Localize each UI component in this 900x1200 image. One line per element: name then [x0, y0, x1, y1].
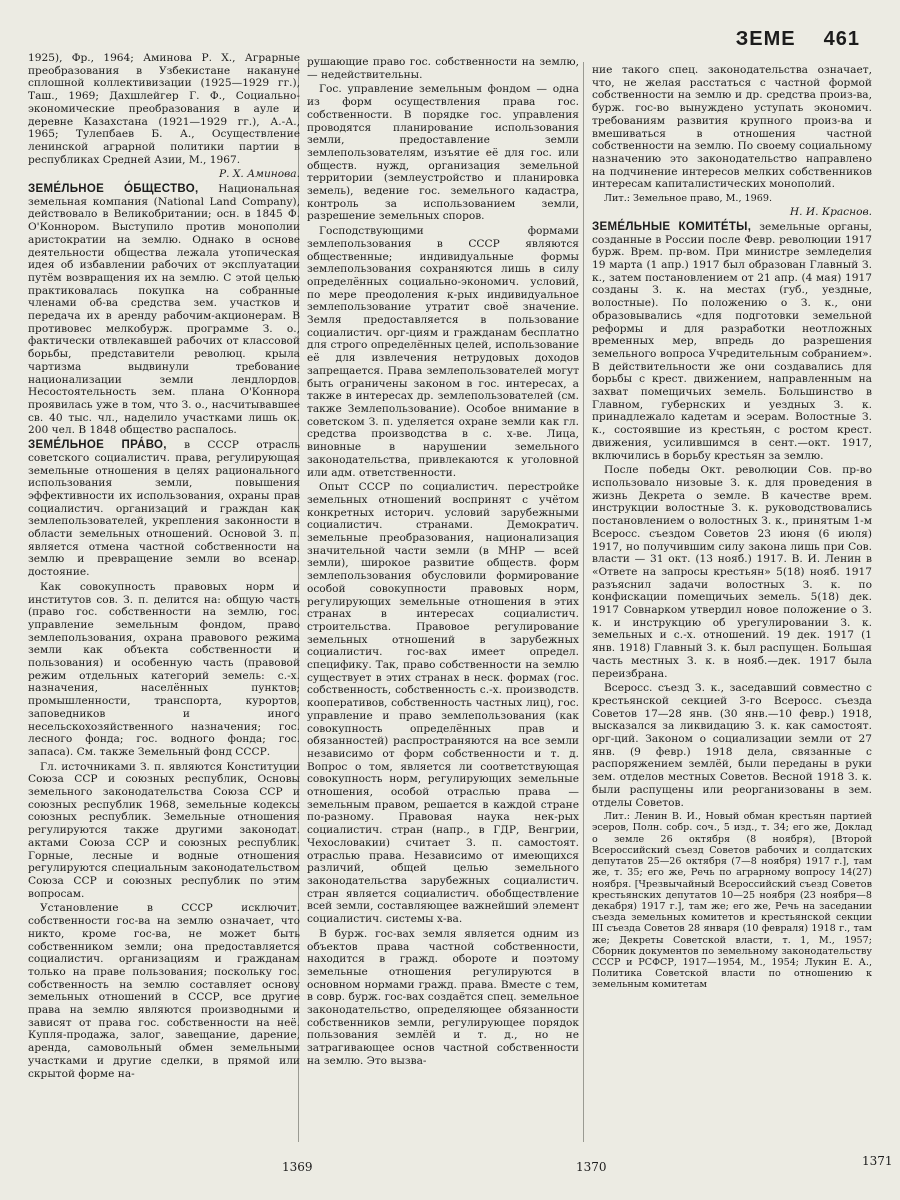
- header-title: ЗЕМЕ: [735, 28, 796, 50]
- running-header: [708, 28, 860, 51]
- literature-reference: Лит.: Земельное право, М., 1969.: [604, 193, 773, 205]
- column-left: [28, 52, 300, 1147]
- paragraph: Всеросс. съезд З. к., заседавший совместно с крестьянской секцией 3-го Всеросс. съезда Советов 17—28 янв. (30 янв.—10 февр.) 1918, высказался за ликвидацию З. к. как самостоят. орг-ций. Законом о социализации земли от 27 янв. (9 февр.) 1918 дела, связанные с распоряжением землёй, были переданы в руки зем. отделов местных Советов. Весной 1918 З. к. были распущены или реорганизованы в зем. отделы Советов.: [592, 682, 872, 809]
- article-heading: ЗЕМЕ́ЛЬНОЕ О́БЩЕСТВО,: [28, 183, 199, 196]
- column-number-left: 1369: [282, 1160, 313, 1174]
- column-middle: [307, 56, 579, 1144]
- article-entry: [28, 183, 300, 437]
- column-number-middle: 1370: [576, 1160, 607, 1174]
- paragraph: Гл. источниками З. п. являются Конституции Союза ССР и союзных республик, Основы земельного законодательства Союза ССР и союзных республик 1968, земельные кодексы союзных республик. Земельные отношения регулируются также другими законодат. актами Союза ССР и союзных республик. Горные, лесные и водные отношения регулируются специальным законодательством Союза ССР и союзных республик по этим вопросам.: [28, 760, 300, 900]
- article-text: в СССР отрасль советского социалистич. права, регулирующая земельные отношения в целях рационального использования земли, повышения эффективности их использования, охраны прав социалистич. организаций и граждан как землепользователей, укрепления законности в области земельных отношений. Основой З. п. является отмена частной собственности на землю и превращение земли во всенар. достояние.: [28, 439, 300, 579]
- header-page-number: 461: [823, 28, 860, 50]
- column-number-right: 1371: [862, 1154, 893, 1168]
- paragraph: Гос. управление земельным фондом — одна из форм осуществления права гос. собственности. В порядке гос. управления проводятся планирование использования земли, предоставление земли землепользователям, изъятие её для гос. или обществ. нужд, организация земельной территории (землеустройство и планировка земель), ведение гос. земельного кадастра, контроль за использованием земли, разрешение земельных споров.: [307, 83, 579, 223]
- author-signature: Р. Х. Аминова.: [219, 168, 300, 181]
- article-text: Национальная земельная компания (National Land Company), действовало в Великобритании; осн. в 1845 Ф. О'Коннором. Выступило против монополии аристократии на землю. Однако в основе деятельности общества лежала утопическая идея об избавлении рабочих от эксплуатации путём возвращения их на землю. С этой целью практиковалась покупка на собранные членами об-ва средства зем. участков и передача их в аренду рабочим-акционерам. В противовес мелкобурж. программе З. о., фактически отвлекавшей рабочих от классовой борьбы, представители революц. крыла чартизма выдвинули требование национализации земли лендлордов. Несостоятельность зем. плана О'Коннора проявилась уже в том, что З. о., насчитывавшее св. 40 тыс. чл., наделило участками лишь ок. 200 чел. В 1848 общество распалось.: [28, 183, 300, 437]
- paragraph: В бурж. гос-вах земля является одним из объектов права частной собственности, находится в гражд. обороте и поэтому земельные отношения регулируются в основном нормами гражд. права. Вместе с тем, в совр. бурж. гос-вах создаётся спец. земельное законодательство, определяющее обязанности собственников земли, регулирующее порядок пользования землёй и т. д., но не затрагивающее основ частной собственности на землю. Это вызва-: [307, 927, 579, 1067]
- author-signature: Н. И. Краснов.: [789, 206, 872, 219]
- article-entry: [28, 439, 300, 579]
- column-right: [592, 64, 872, 1144]
- paragraph: рушающие право гос. собственности на землю, — недействительны.: [307, 56, 579, 81]
- article-text: земельные органы, созданные в России после Февр. революции 1917 бурж. Врем. пр-вом. При министре земледелия 19 марта (1 апр.) 1917 был образован Главный З. к., затем постановлением от 21 апр. (4 мая) 1917 созданы З. к. на местах (губ., уездные, волостные). По положению о З. к., они образовывались «для подготовки земельной реформы и для разработки неотложных временных мер, впредь до разрешения земельного вопроса Учредительным собранием». В действительности же они создавались для борьбы с крест. движением, направленным на захват помещичьих земель. Большинство в Главном, губернских и уездных З. к. принадлежало кадетам и эсерам. Волостные З. к., состоявшие из крестьян, с ростом крест. движения, усилившимся в сент.—окт. 1917, включились в борьбу крестьян за землю.: [592, 220, 872, 462]
- paragraph: Опыт СССР по социалистич. перестройке земельных отношений воспринят с учётом конкретных историч. условий зарубежными социалистич. странами. Демократич. земельные преобразования, национализация значительной части земли (в МНР — всей земли), широкое развитие обществ. форм землепользования обусловили формирование особой совокупности правовых норм, регулирующих земельные отношения в этих странах в интересах социалистич. строительства. Правовое регулирование земельных отношений в зарубежных социалистич. гос-вах имеет определ. специфику. Так, право собственности на землю существует в этих странах в неск. формах (гос. собственность, собственность с.-х. производств. кооперативов, собственность частных лиц), гос. управление и право землепользования (как совокупность определённых прав и обязанностей) распространяются на все земли независимо от форм собственности и т. д. Вопрос о том, является ли соответствующая совокупность норм, регулирующих земельные отношения, особой отраслью права — земельным правом, решается в каждой стране по-разному. Правовая наука нек-рых социалистич. стран (напр., в ГДР, Венгрии, Чехословакии) считает З. п. самостоят. отраслью права. Независимо от имеющихся различий, общей целью земельного законодательства зарубежных социалистич. стран является социалистич. обобществление всей земли, составляющее важнейший элемент социалистич. системы х-ва.: [307, 481, 579, 926]
- paragraph: ние такого спец. законодательства означает, что, не желая расстаться с частной формой собственности на землю и др. средства произ-ва, бурж. гос-во вынуждено уступать экономич. требованиям развития крупного произ-ва и вмешиваться в отношения частной собственности на землю. По своему социальному назначению это законодательство направлено на подчинение интересов мелких собственников интересам капиталистических монополий.: [592, 64, 872, 191]
- article-heading: ЗЕМЕ́ЛЬНОЕ ПРА́ВО,: [28, 439, 167, 452]
- paragraph: Как совокупность правовых норм и институтов сов. З. п. делится на: общую часть (право гос. собственности на землю, гос. управление земельным фондом, право землепользования, охрана правового режима земли как объекта собственности и пользования) и особенную часть (правовой режим отдельных категорий земель: с.-х. назначения, населённых пунктов; промышленности, транспорта, курортов, заповедников и иного несельскохозяйственного назначения; гос. лесного фонда; гос. водного фонда; гос. запаса). См. также Земельный фонд СССР.: [28, 580, 300, 758]
- paragraph: После победы Окт. революции Сов. пр-во использовало низовые З. к. для проведения в жизнь Декрета о земле. В качестве врем. инструкции волостные З. к. руководствовались постановлением о волостных З. к., принятым 1-м Всеросс. съездом Советов 23 июня (6 июля) 1917, но получившим силу закона лишь при Сов. власти — 31 окт. (13 нояб.) 1917. В. И. Ленин в «Ответе на запросы крестьян» 5(18) нояб. 1917 разъяснил задачи волостных З. к. по конфискации помещичьих земель. 5(18) дек. 1917 Совнарком утвердил новое положение о З. к. и инструкцию об урегулировании З. к. земельных и с.-х. отношений. 19 дек. 1917 (1 янв. 1918) Главный З. к. был распущен. Большая часть местных З. к. в нояб.—дек. 1917 была переизбрана.: [592, 464, 872, 680]
- literature-reference: Лит.: Ленин В. И., Новый обман крестьян партией эсеров, Полн. собр. соч., 5 изд., т. 34; его же, Доклад о земле 26 октября (8 ноября), [Второй Всероссийский съезд Советов рабочих и солдатских депутатов 25—26 октября (7—8 ноября) 1917 г.], там же, т. 35; его же, Речь по аграрному вопросу 14(27) ноября. [Чрезвычайный Всероссийский съезд Советов крестьянских депутатов 10—25 ноября (23 ноября—8 декабря) 1917 г.], там же; его же, Речь на заседании съезда земельных комитетов и крестьянской секции III съезда Советов 28 января (10 февраля) 1918 г., там же; Декреты Советской власти, т. 1, М., 1957; Сборник документов по земельному законодательству СССР и РСФСР, 1917—1954, М., 1954; Лукин Е. А., Политика Советской власти по отношению к земельным комитетам: [592, 811, 872, 991]
- paragraph: Установление в СССР исключит. собственности гос-ва на землю означает, что никто, кроме гос-ва, не может быть собственником земли; она предоставляется социалистич. организациям и гражданам только на праве пользования; поскольку гос. собственность на землю составляет основу земельных отношений в СССР, все другие права на землю являются производными и зависят от права гос. собственности на неё. Купля-продажа, залог, завещание, дарение, аренда, самовольный обмен земельными участками и другие сделки, в прямой или скрытой форме на-: [28, 902, 300, 1080]
- column-divider: [583, 62, 584, 1142]
- paragraph: 1925), Фр., 1964; Аминова Р. Х., Аграрные преобразования в Узбекистане накануне сплошной коллективизации (1925—1929 гг.), Таш., 1969; Дахшлейгер Г. Ф., Социально-экономические преобразования в ауле и деревне Казахстана (1921—1929 гг.), А.-А., 1965; Тулепбаев Б. А., Осуществление ленинской аграрной политики партии в республиках Средней Азии, М., 1967.: [28, 52, 300, 166]
- article-entry: [592, 221, 872, 462]
- article-heading: ЗЕМЕ́ЛЬНЫЕ КОМИТЕ́ТЫ,: [592, 220, 752, 233]
- paragraph: Господствующими формами землепользования в СССР являются общественные; индивидуальные формы землепользования сохраняются лишь в силу определённых социально-экономич. условий, по мере преодоления к-рых индивидуальное землепользование утратит своё значение. Земля предоставляется в пользование социалистич. орг-циям и гражданам бесплатно для строго определённых целей, использование её для извлечения нетрудовых доходов запрещается. Права землепользователей могут быть ограничены законом в гос. интересах, а также в интересах др. землепользователей (см. также Землепользование). Особое внимание в советском З. п. уделяется охране земли как гл. средства производства в с. х-ве. Лица, виновные в нарушении земельного законодательства, привлекаются к уголовной или адм. ответственности.: [307, 225, 579, 479]
